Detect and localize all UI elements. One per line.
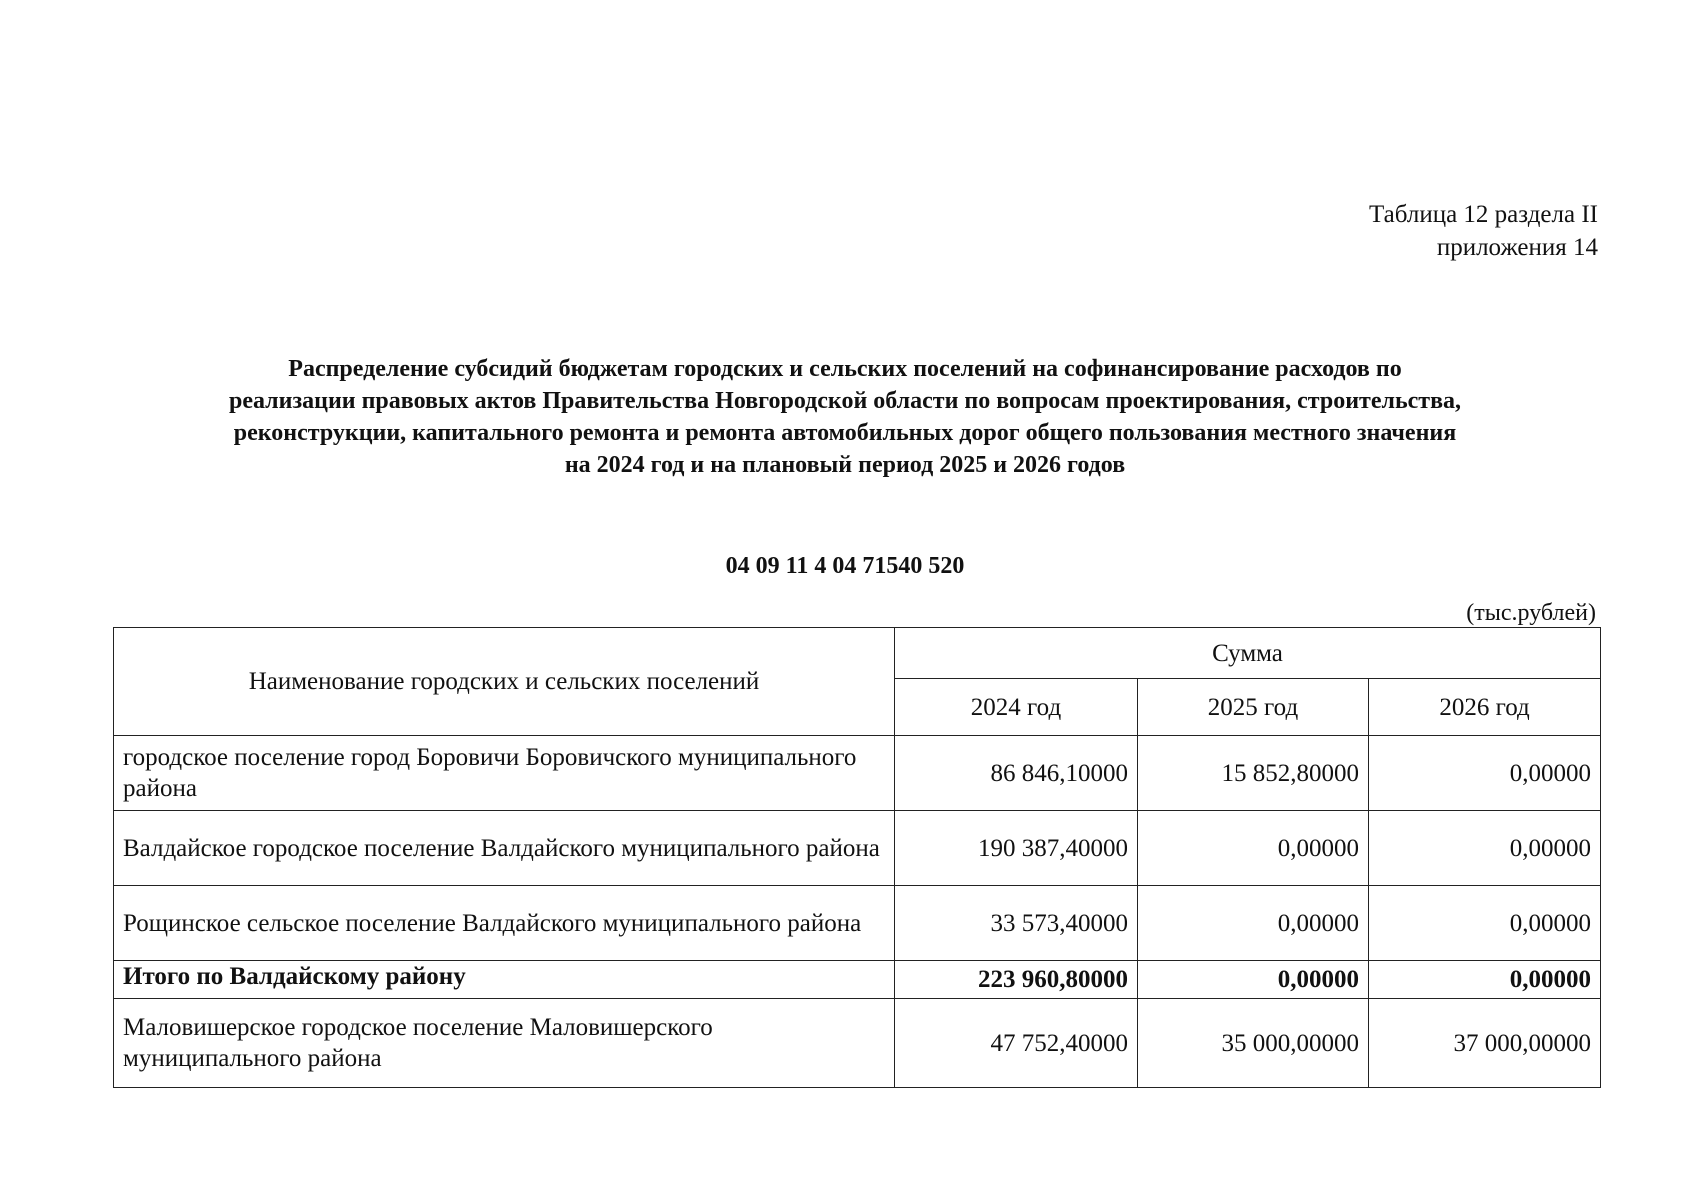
table-row xyxy=(114,886,1601,961)
table-total-row xyxy=(114,961,1601,999)
settlement-name: Рощинское сельское поселение Валдайского муниципального района xyxy=(114,886,895,961)
document-title xyxy=(100,353,1590,481)
settlement-name: городское поселение город Боровичи Боровичского муниципального района xyxy=(114,736,895,811)
column-header-sum: Сумма xyxy=(895,628,1601,679)
title-line: Распределение субсидий бюджетам городских и сельских поселений на софинансирование расходов по xyxy=(288,356,1402,382)
column-header-year-2025: 2025 год xyxy=(1138,679,1369,736)
amount-2024: 86 846,10000 xyxy=(895,736,1138,811)
total-amount-2026: 0,00000 xyxy=(1369,961,1601,999)
amount-2024: 47 752,40000 xyxy=(895,999,1138,1088)
appendix-reference-line: приложения 14 xyxy=(1436,234,1598,261)
total-amount-2024: 223 960,80000 xyxy=(895,961,1138,999)
amount-2026: 37 000,00000 xyxy=(1369,999,1601,1088)
column-header-year-2024: 2024 год xyxy=(895,679,1138,736)
table-row xyxy=(114,811,1601,886)
total-amount-2025: 0,00000 xyxy=(1138,961,1369,999)
amount-2025: 0,00000 xyxy=(1138,811,1369,886)
district-total-label: Итого по Валдайскому району xyxy=(114,961,895,999)
table-reference xyxy=(1369,198,1598,264)
subsidy-distribution-table xyxy=(113,627,1601,1088)
amount-2024: 190 387,40000 xyxy=(895,811,1138,886)
column-header-year-2026: 2026 год xyxy=(1369,679,1601,736)
table-row xyxy=(114,736,1601,811)
amount-2024: 33 573,40000 xyxy=(895,886,1138,961)
table-reference-line: Таблица 12 раздела II xyxy=(1369,201,1598,228)
amount-2025: 15 852,80000 xyxy=(1138,736,1369,811)
table-header-row xyxy=(114,628,1601,679)
budget-classification-code: 04 09 11 4 04 71540 520 xyxy=(725,553,965,579)
amount-2026: 0,00000 xyxy=(1369,736,1601,811)
title-line: реализации правовых актов Правительства Новгородской области по вопросам проектирования, строительства, xyxy=(228,388,1462,414)
table-row xyxy=(114,999,1601,1088)
title-line: реконструкции, капитального ремонта и ремонта автомобильных дорог общего пользования местного значения xyxy=(233,420,1457,446)
amount-2026: 0,00000 xyxy=(1369,886,1601,961)
column-header-settlement-name: Наименование городских и сельских поселений xyxy=(114,628,895,736)
title-line: на 2024 год и на плановый период 2025 и 2026 годов xyxy=(564,452,1126,478)
settlement-name: Маловишерское городское поселение Маловишерского муниципального района xyxy=(114,999,895,1088)
settlement-name: Валдайское городское поселение Валдайского муниципального района xyxy=(114,811,895,886)
amount-2025: 0,00000 xyxy=(1138,886,1369,961)
amount-2025: 35 000,00000 xyxy=(1138,999,1369,1088)
units-label: (тыс.рублей) xyxy=(1466,600,1596,626)
amount-2026: 0,00000 xyxy=(1369,811,1601,886)
